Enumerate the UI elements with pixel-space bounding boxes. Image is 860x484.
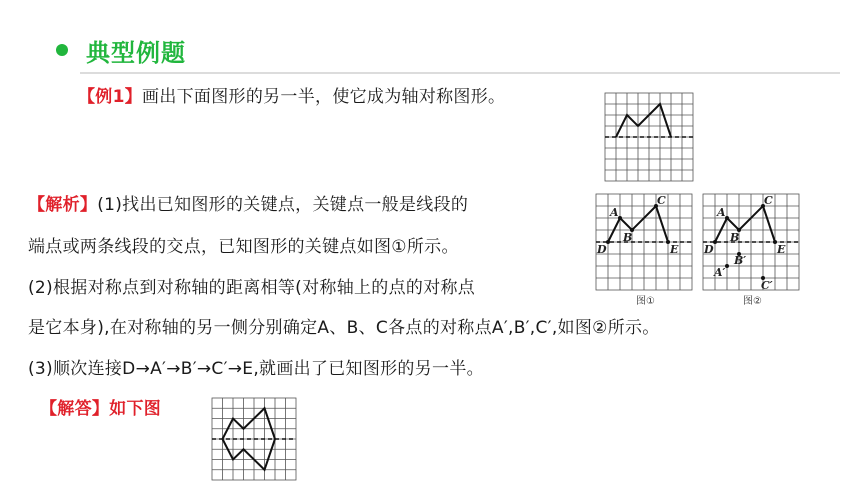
question-grid-figure: [604, 92, 696, 184]
point-label-c-prime: C′: [761, 279, 773, 292]
figure-1: [594, 192, 696, 310]
section-title: 典型例题: [86, 39, 186, 67]
point-label-e: E: [777, 243, 786, 256]
analysis-line-3: (2)根据对称点到对称轴的距离相等(对称轴上的点的对称点: [28, 278, 476, 298]
point-label-c: C: [764, 194, 773, 207]
analysis-text-1: (1)找出已知图形的关键点，关键点一般是线段的: [97, 195, 469, 215]
figure-2: [701, 192, 803, 310]
example-question: 画出下面图形的另一半，使它成为轴对称图形。: [142, 87, 506, 107]
point-label-d: D: [597, 243, 607, 256]
analysis-line-2: 端点或两条线段的交点，已知图形的关键点如图①所示。: [28, 237, 459, 257]
point-label-c: C: [657, 194, 666, 207]
analysis-line-4: 是它本身),在对称轴的另一侧分别确定A、B、C各点的对称点A′,B′,C′,如图②所示。: [28, 318, 660, 338]
answer-grid-figure: [210, 394, 300, 482]
title-bullet-icon: [56, 44, 68, 56]
title-divider: [80, 72, 840, 74]
analysis-line-1: [28, 190, 468, 215]
example-line: [78, 82, 505, 107]
example-tag: 【例1】: [78, 87, 143, 107]
answer-line: [40, 394, 161, 419]
answer-text: 如下图: [109, 399, 162, 419]
figure-2-caption: 图②: [743, 296, 762, 307]
point-label-b: B: [623, 231, 633, 244]
point-label-a-prime: A′: [714, 266, 726, 279]
point-label-e: E: [670, 243, 679, 256]
point-label-a: A: [717, 206, 726, 219]
figure-1-caption: 图①: [636, 296, 655, 307]
analysis-line-5: (3)顺次连接D→A′→B′→C′→E,就画出了已知图形的另一半。: [28, 359, 484, 379]
answer-tag: 【解答】: [40, 399, 110, 419]
point-label-a: A: [610, 206, 619, 219]
point-label-b-prime: B′: [734, 254, 747, 267]
point-label-b: B: [730, 231, 740, 244]
point-label-d: D: [704, 243, 714, 256]
analysis-tag: 【解析】: [28, 195, 98, 215]
